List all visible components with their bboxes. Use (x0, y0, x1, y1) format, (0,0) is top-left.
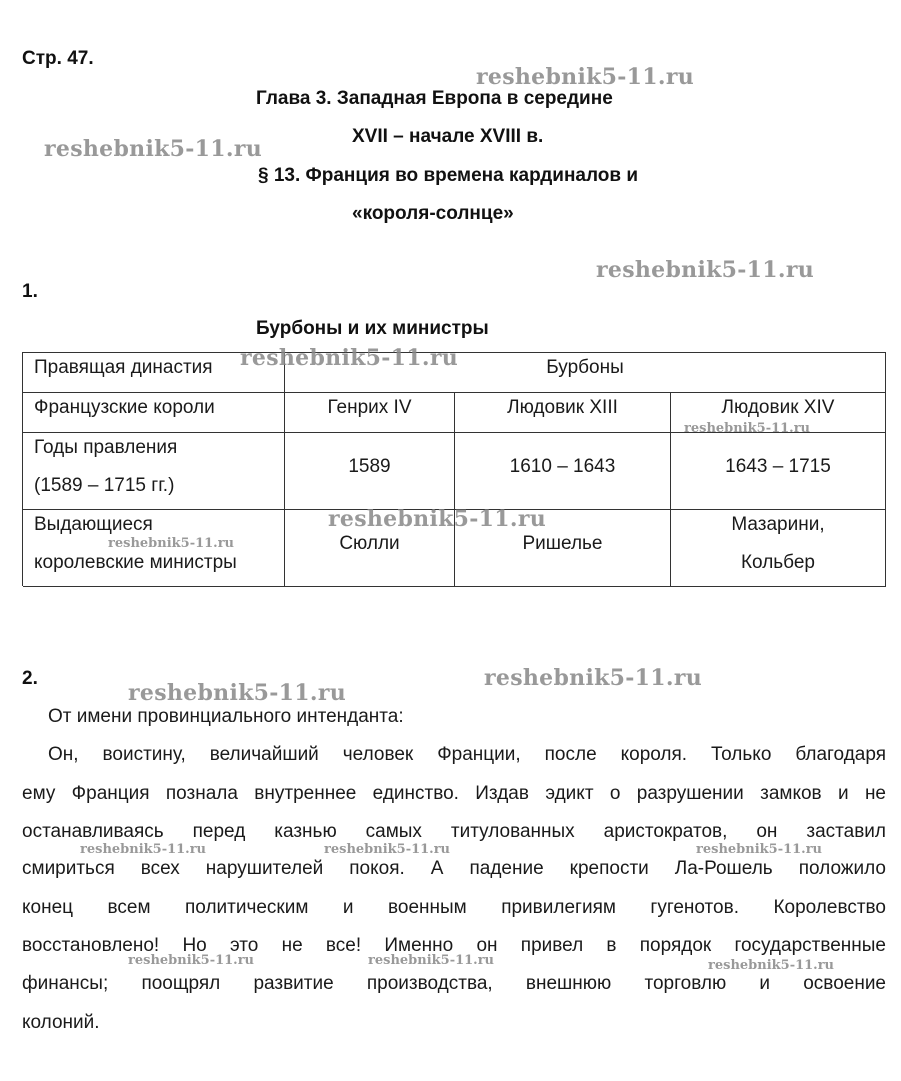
table-title: Бурбоны и их министры (256, 318, 489, 339)
watermark: reshebnik5-11.ru (696, 842, 823, 857)
paragraph-line: Он, воистину, величайший человек Франции, после короля. Только благодаря (48, 744, 886, 765)
reign-years: 1610 – 1643 (509, 456, 616, 477)
watermark: reshebnik5-11.ru (128, 953, 255, 968)
watermark: reshebnik5-11.ru (128, 680, 347, 706)
watermark: reshebnik5-11.ru (368, 953, 495, 968)
king-name: Людовик XIII (507, 397, 618, 418)
paragraph-line: ему Франция познала внутреннее единство. Издав эдикт о разрушении замков и не (22, 783, 886, 804)
minister-name: Сюлли (339, 533, 400, 554)
watermark: reshebnik5-11.ru (324, 842, 451, 857)
reign-years: 1643 – 1715 (725, 456, 831, 477)
watermark: reshebnik5-11.ru (80, 842, 207, 857)
reign-years: 1589 (348, 456, 391, 477)
dynasty-value: Бурбоны (546, 357, 624, 378)
years-label: Годы правления (34, 437, 178, 458)
minister-name: Кольбер (740, 552, 815, 573)
paragraph-line: смириться всех нарушителей покоя. А падение крепости Ла-Рошель положило (22, 858, 886, 879)
section-title-line-1: § 13. Франция во времена кардиналов и (258, 165, 639, 186)
watermark: reshebnik5-11.ru (240, 345, 459, 371)
watermark: reshebnik5-11.ru (596, 257, 815, 283)
task-2-intro: От имени провинциального интенданта: (48, 706, 404, 727)
paragraph-line: восстановлено! Но это не все! Именно он привел в порядок государственные (22, 935, 886, 956)
table-cell-minister (671, 510, 886, 587)
kings-label: Французские короли (34, 397, 215, 418)
watermark: reshebnik5-11.ru (684, 421, 811, 436)
king-name: Генрих IV (327, 397, 412, 418)
task-1-number: 1. (22, 281, 38, 302)
paragraph-line: конец всем политическим и военным привилегиям гугенотов. Королевство (22, 897, 886, 918)
minister-name: Мазарини, (731, 514, 825, 535)
chapter-title-line-1: Глава 3. Западная Европа в середине (256, 88, 613, 109)
section-title-line-2: «короля-солнце» (352, 203, 514, 224)
paragraph-line: останавливаясь перед казнью самых титулованных аристократов, он заставил (22, 821, 886, 842)
ministers-label-2: королевские министры (34, 552, 237, 573)
table-cell-king (285, 393, 455, 433)
watermark: reshebnik5-11.ru (484, 665, 703, 691)
watermark: reshebnik5-11.ru (476, 64, 695, 90)
watermark: reshebnik5-11.ru (108, 536, 235, 551)
years-range-label: (1589 – 1715 гг.) (34, 475, 175, 496)
paragraph-line: финансы; поощрял развитие производства, внешнюю торговлю и освоение (22, 973, 886, 994)
watermark: reshebnik5-11.ru (328, 506, 547, 532)
page-number: Стр. 47. (22, 48, 94, 69)
table-cell-years (285, 433, 455, 510)
dynasty-label: Правящая династия (34, 357, 213, 378)
task-2-number: 2. (22, 668, 38, 689)
minister-name: Ришелье (522, 533, 603, 554)
ministers-label: Выдающиеся (34, 514, 153, 535)
table-cell-years (671, 433, 886, 510)
watermark: reshebnik5-11.ru (708, 958, 835, 973)
table-cell-years (455, 433, 671, 510)
chapter-title-line-2: XVII – начале XVIII в. (352, 126, 544, 147)
table-cell-king (455, 393, 671, 433)
table-cell-kings-label (23, 393, 285, 433)
watermark: reshebnik5-11.ru (44, 136, 263, 162)
king-name: Людовик XIV (721, 397, 835, 418)
table-cell-years-label (23, 433, 285, 510)
paragraph-line: колоний. (22, 1012, 100, 1033)
